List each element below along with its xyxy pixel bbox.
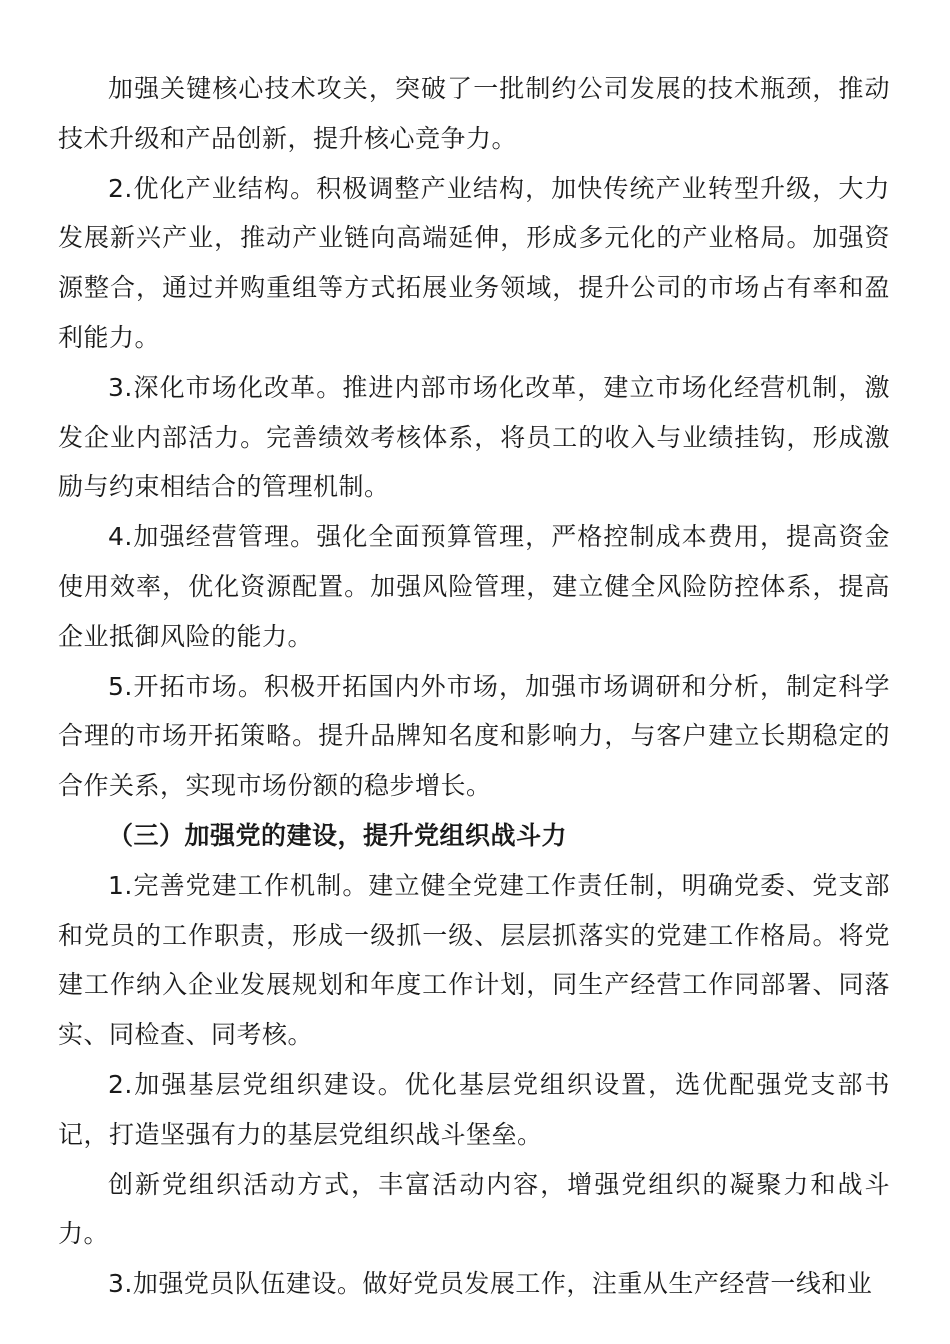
paragraph-grassroots-organization: 2.加强基层党组织建设。优化基层党组织设置，选优配强党支部书记，打造坚强有力的基层党组织战斗堡垒。: [58, 1069, 890, 1149]
paragraph-industry-structure: 2.优化产业结构。积极调整产业结构，加快传统产业转型升级，大力发展新兴产业，推动产业链向高端延伸，形成多元化的产业格局。加强资源整合，通过并购重组等方式拓展业务领域，提升公司的市场占有率和盈利能力。: [58, 173, 890, 352]
paragraph-party-mechanism: 1.完善党建工作机制。建立健全党建工作责任制，明确党委、党支部和党员的工作职责，形成一级抓一级、层层抓落实的党建工作格局。将党建工作纳入企业发展规划和年度工作计划，同生产经营工作同部署、同落实、同检查、同考核。: [58, 870, 890, 1050]
paragraph-operation-management: 4.加强经营管理。强化全面预算管理，严格控制成本费用，提高资金使用效率，优化资源配置。加强风险管理，建立健全风险防控体系，提高企业抵御风险的能力。: [58, 522, 890, 651]
section-heading-party-building: （三）加强党的建设，提升党组织战斗力: [108, 820, 568, 850]
paragraph-member-team: 3.加强党员队伍建设。做好党员发展工作，注重从生产经营一线和业: [108, 1269, 873, 1299]
paragraph-tech-breakthrough: 加强关键核心技术攻关，突破了一批制约公司发展的技术瓶颈，推动技术升级和产品创新，提升核心竞争力。: [58, 74, 890, 153]
paragraph-market-expansion: 5.开拓市场。积极开拓国内外市场，加强市场调研和分析，制定科学合理的市场开拓策略。提升品牌知名度和影响力，与客户建立长期稳定的合作关系，实现市场份额的稳步增长。: [58, 671, 890, 801]
paragraph-market-reform: 3.深化市场化改革。推进内部市场化改革，建立市场化经营机制，激发企业内部活力。完善绩效考核体系，将员工的收入与业绩挂钩，形成激励与约束相结合的管理机制。: [58, 372, 890, 502]
document-body: [58, 64, 890, 1309]
paragraph-activity-innovation: 创新党组织活动方式，丰富活动内容，增强党组织的凝聚力和战斗力。: [58, 1169, 890, 1249]
